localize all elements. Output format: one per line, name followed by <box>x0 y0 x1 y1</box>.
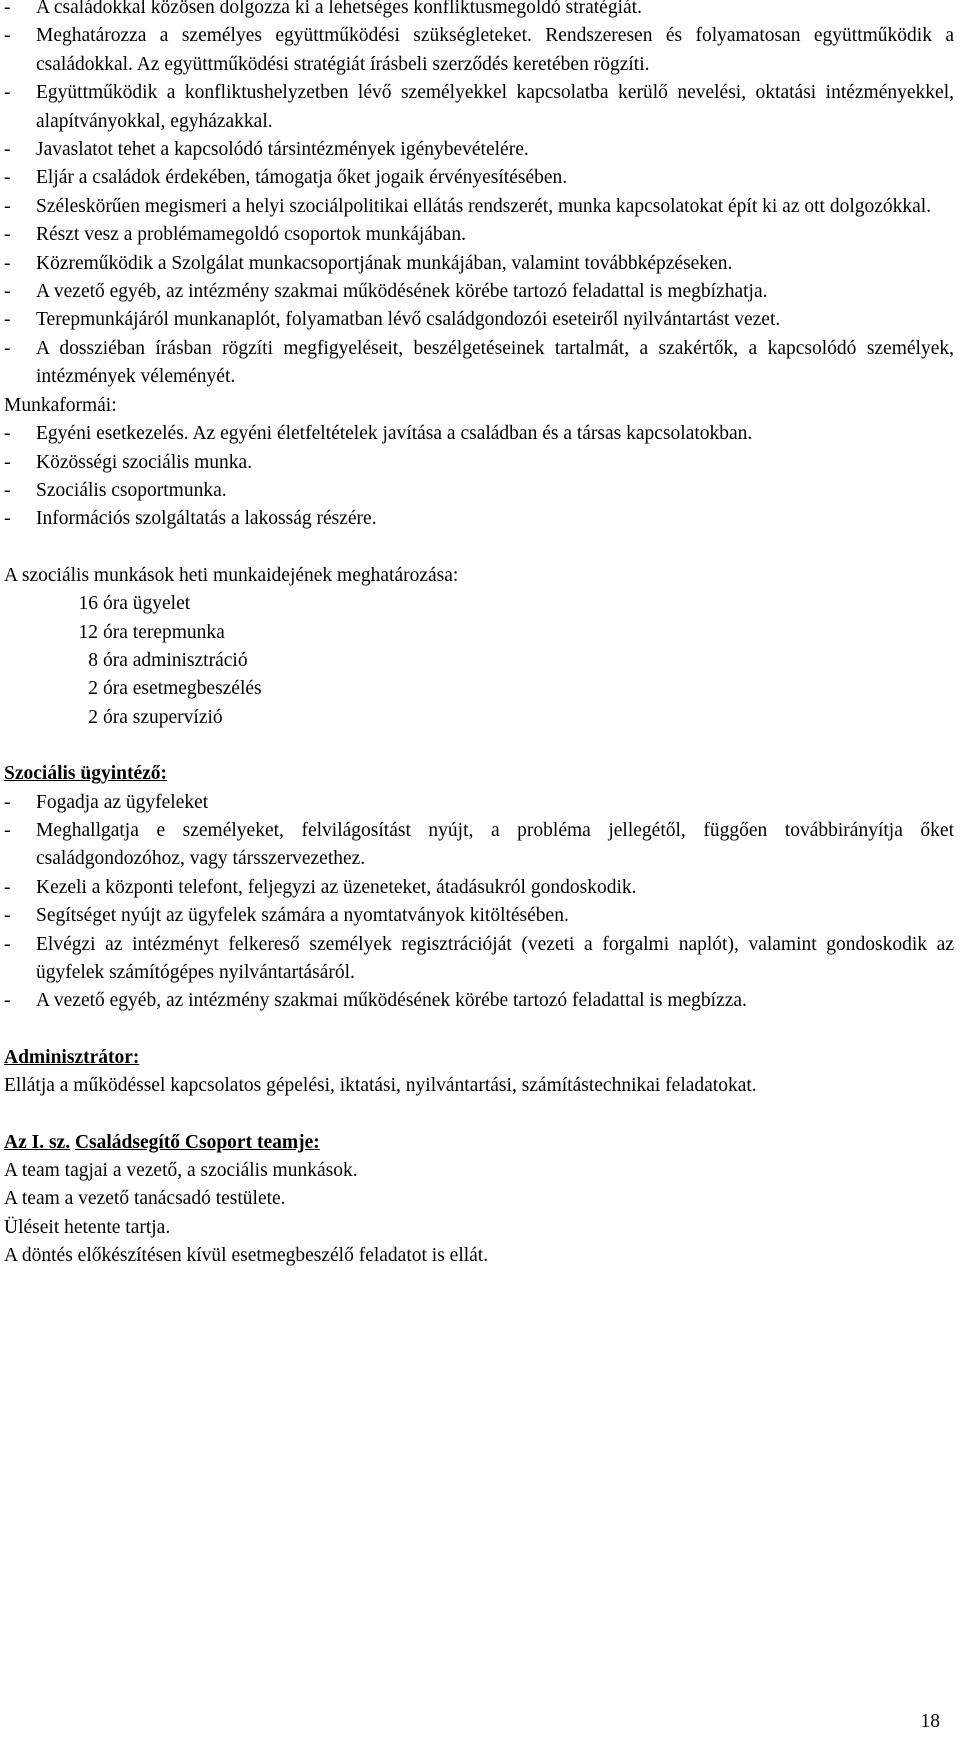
munkaformai-section <box>4 392 954 534</box>
spacer <box>4 732 954 760</box>
list-item: - Meghatározza a személyes együttműködési szükségleteket. Rendszeresen és folyamatosan együttműködik a családokkal. Az együttműködési stratégiát írásbeli szerződés keretében rögzíti. <box>4 25 954 75</box>
list-item: - A vezető egyéb, az intézmény szakmai működésének körébe tartozó feladattal is megbízhatja. <box>4 281 768 303</box>
list-item: - Eljár a családok érdekében, támogatja őket jogaik érvényesítésében. <box>4 167 568 189</box>
spacer <box>4 1016 954 1044</box>
list-item: - Széleskörűen megismeri a helyi szociálpolitikai ellátás rendszerét, munka kapcsolatokat épít ki az ott dolgozókkal. <box>4 195 932 217</box>
team-line: A döntés előkészítésen kívül esetmegbeszélő feladatot is ellát. <box>4 1245 489 1267</box>
section-heading: A szociális munkások heti munkaidejének meghatározása: <box>4 564 459 586</box>
team-line: Üléseit hetente tartja. <box>4 1216 171 1238</box>
task-list <box>4 0 954 392</box>
hours-row: 2 óra esetmegbeszélés <box>88 678 262 700</box>
hours-row: 16 óra ügyelet <box>78 593 191 615</box>
ugyintezo-section <box>4 760 954 1016</box>
team-line: A team a vezető tanácsadó testülete. <box>4 1188 286 1210</box>
team-line: A team tagjai a vezető, a szociális munkások. <box>4 1160 358 1182</box>
paragraph: Ellátja a működéssel kapcsolatos gépelési, iktatási, nyilvántartási, számítástechnikai feladatokat. <box>4 1075 757 1097</box>
list-item: - Terepmunkájáról munkanaplót, folyamatban lévő családgondozói eseteiről nyilvántartást vezet. <box>4 309 781 331</box>
section-heading: Munkaformái: <box>4 394 117 416</box>
list-item: - A dossziéban írásban rögzíti megfigyeléseit, beszélgetéseinek tartalmát, a szakértők, a kapcsolódó személyek, intézmények véleményét. <box>4 337 954 388</box>
section-heading: Szociális ügyintéző: <box>4 763 168 785</box>
list-item: - Egyéni esetkezelés. Az egyéni életfeltételek javítása a családban és a társas kapcsolatokban. <box>4 423 753 445</box>
team-section <box>4 1129 954 1271</box>
spacer <box>4 534 954 562</box>
list-item: - Közösségi szociális munka. <box>4 451 253 473</box>
list-item: - Szociális csoportmunka. <box>4 479 227 501</box>
hours-table <box>4 590 954 732</box>
spacer <box>4 1101 954 1129</box>
list-item: - Elvégzi az intézményt felkereső személyek regisztrációját (vezeti a forgalmi naplót), valamint gondoskodik az ügyfelek számítógépes nyilvántartásáról. <box>4 933 954 983</box>
adminisztrator-section <box>4 1044 954 1101</box>
list-item: - A vezető egyéb, az intézmény szakmai működésének körébe tartozó feladattal is megbízza. <box>4 990 747 1012</box>
list-item: - Meghallgatja e személyeket, felvilágosítást nyújt, a probléma jellegétől, függően továbbirányítja őket családgondozóhoz, vagy társszervezethez. <box>4 819 954 870</box>
list-item: - Közreműködik a Szolgálat munkacsoportjának munkájában, valamint továbbképzéseken. <box>4 252 733 274</box>
hours-row: 12 óra terepmunka <box>78 621 225 643</box>
list-item: - Kezeli a központi telefont, feljegyzi az üzeneteket, átadásukról gondoskodik. <box>4 876 637 898</box>
hours-row: 8 óra adminisztráció <box>88 649 248 671</box>
document-page <box>4 0 954 1271</box>
list-item: - Segítséget nyújt az ügyfelek számára a nyomtatványok kitöltésében. <box>4 905 569 927</box>
section-heading: Adminisztrátor: <box>4 1046 140 1068</box>
list-item: - Fogadja az ügyfeleket <box>4 791 209 813</box>
section-heading: Az I. sz. Családsegítő Csoport teamje: <box>4 1131 320 1153</box>
list-item: - Részt vesz a problémamegoldó csoportok munkájában. <box>4 224 466 246</box>
hours-row: 2 óra szupervízió <box>88 706 223 728</box>
list-item: - Információs szolgáltatás a lakosság részére. <box>4 508 377 530</box>
list-item: - A családokkal közösen dolgozza ki a lehetséges konfliktusmegoldó stratégiát. <box>4 0 642 18</box>
munkaido-section <box>4 562 954 732</box>
list-item: - Javaslatot tehet a kapcsolódó társintézmények igénybevételére. <box>4 139 529 161</box>
list-item: - Együttműködik a konfliktushelyzetben lévő személyekkel kapcsolatba kerülő nevelési, oktatási intézményekkel, alapítványokkal, egyházakkal. <box>4 82 954 132</box>
page-number: 18 <box>920 1710 940 1732</box>
